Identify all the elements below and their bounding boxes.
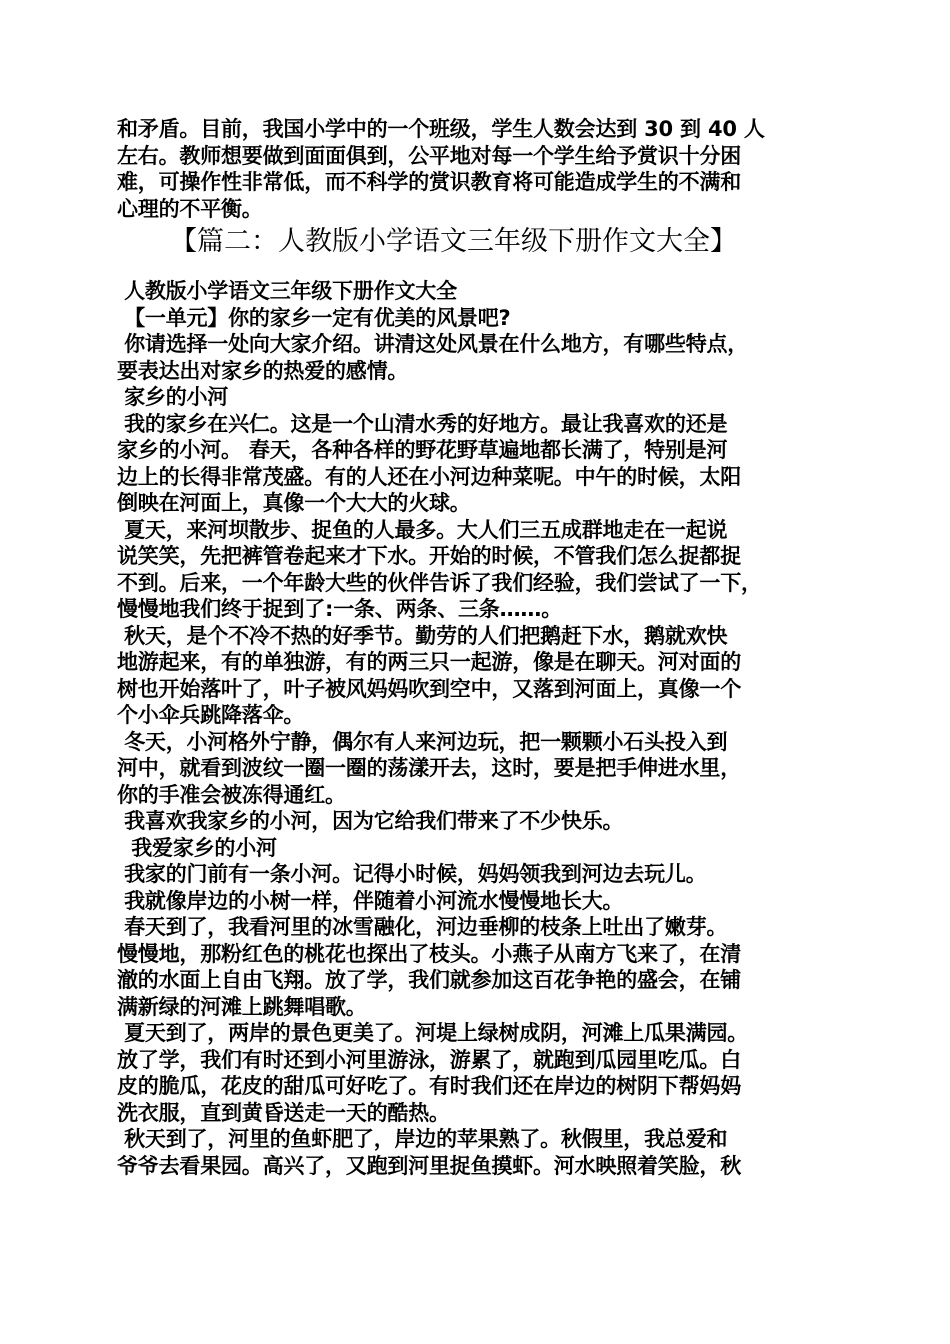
text-line: 秋天到了，河里的鱼虾肥了，岸边的苹果熟了。秋假里，我总爱和 <box>117 1127 728 1151</box>
text-line: 爷爷去看果园。高兴了，又跑到河里捉鱼摸虾。河水映照着笑脸，秋 <box>117 1153 741 1178</box>
text-line: 放了学，我们有时还到小河里游泳，游累了，就跑到瓜园里吃瓜。白 <box>117 1047 741 1072</box>
text-line: 树也开始落叶了，叶子被风妈妈吹到空中，又落到河面上，真像一个 <box>117 676 741 701</box>
text-line: 人教版小学语文三年级下册作文大全 <box>117 279 457 303</box>
text-line: 皮的脆瓜，花皮的甜瓜可好吃了。有时我们还在岸边的树阴下帮妈妈 <box>117 1074 741 1098</box>
text-line: 难，可操作性非常低，而不科学的赏识教育将可能造成学生的不满和 <box>117 170 741 194</box>
text-line: 家乡的小河。 春天，各种各样的野花野草遍地都长满了，特别是河 <box>117 438 728 462</box>
document-page <box>117 116 842 1179</box>
text-line: 我喜欢我家乡的小河，因为它给我们带来了不少快乐。 <box>117 809 624 833</box>
text-line: 我就像岸边的小树一样，伴随着小河流水慢慢地长大。 <box>117 888 624 913</box>
text-line: 澈的水面上自由飞翔。放了学，我们就参加这百花争艳的盛会，在铺 <box>117 968 741 992</box>
text-line: 慢慢地我们终于捉到了:一条、两条、三条……。 <box>117 597 562 621</box>
text-line: 你请选择一处向大家介绍。讲清这处风景在什么地方，有哪些特点， <box>117 332 749 356</box>
text-line: 秋天，是个不冷不热的好季节。勤劳的人们把鹅赶下水，鹅就欢快 <box>117 623 728 648</box>
essay-body <box>117 278 842 1179</box>
text-line: 家乡的小河 <box>117 385 229 409</box>
text-line: 我爱家乡的小河 <box>117 835 277 860</box>
text-line: 冬天，小河格外宁静，偶尔有人来河边玩，把一颗颗小石头投入到 <box>117 729 728 754</box>
text-line: 满新绿的河滩上跳舞唱歌。 <box>117 994 367 1019</box>
text-line: 心理的不平衡。 <box>117 196 263 221</box>
text-line: 你的手准会被冻得通红。 <box>117 782 346 807</box>
text-line: 【一单元】你的家乡一定有优美的风景吧? <box>117 305 511 330</box>
text-line: 说笑笑，先把裤管卷起来才下水。开始的时候，不管我们怎么捉都捉 <box>117 544 741 568</box>
text-line: 河中，就看到波纹一圈一圈的荡漾开去，这时，要是把手伸进水里， <box>117 756 741 780</box>
text-line: 春天到了，我看河里的冰雪融化，河边垂柳的枝条上吐出了嫩芽。 <box>117 915 728 939</box>
intro-paragraph <box>117 116 842 222</box>
text-line: 我家的门前有一条小河。记得小时候，妈妈领我到河边去玩儿。 <box>117 862 707 886</box>
text-line: 左右。教师想要做到面面俱到，公平地对每一个学生给予赏识十分困 <box>117 143 741 168</box>
text-line: 地游起来，有的单独游，有的两三只一起游，像是在聊天。河对面的 <box>117 650 741 674</box>
text-line: 倒映在河面上，真像一个大大的火球。 <box>117 491 471 515</box>
text-line: 洗衣服，直到黄昏送走一天的酷热。 <box>117 1100 450 1125</box>
text-line: 要表达出对家乡的热爱的感情。 <box>117 358 409 383</box>
text-line: 边上的长得非常茂盛。有的人还在小河边种菜呢。中午的时候，太阳 <box>117 464 741 489</box>
text-line: 慢慢地，那粉红色的桃花也探出了枝头。小燕子从南方飞来了，在清 <box>117 941 741 966</box>
text-line: 夏天到了，两岸的景色更美了。河堤上绿树成阴，河滩上瓜果满园。 <box>117 1021 749 1045</box>
text-line: 不到。后来，一个年龄大些的伙伴告诉了我们经验，我们尝试了一下， <box>117 570 762 595</box>
text-line: 我的家乡在兴仁。这是一个山清水秀的好地方。最让我喜欢的还是 <box>117 411 728 436</box>
section-heading: 【篇二：人教版小学语文三年级下册作文大全】 <box>170 226 737 257</box>
text-line: 和矛盾。目前，我国小学中的一个班级，学生人数会达到 30 到 40 人 <box>117 117 765 141</box>
text-line: 个小伞兵跳降落伞。 <box>117 703 305 727</box>
text-line: 夏天，来河坝散步、捉鱼的人最多。大人们三五成群地走在一起说 <box>117 517 728 542</box>
